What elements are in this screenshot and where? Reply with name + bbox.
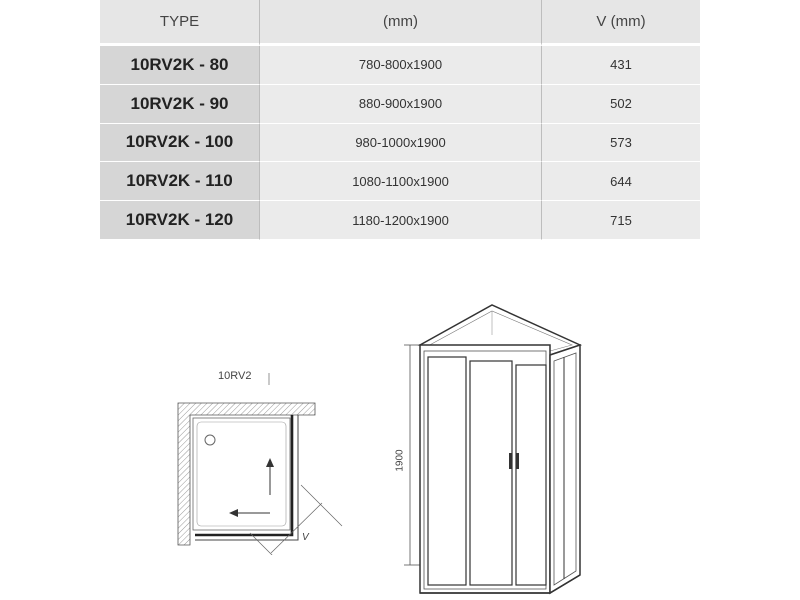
row-4-v: 644 <box>542 162 700 201</box>
row-3-dimensions: 980-1000x1900 <box>260 124 542 163</box>
row-4-dimensions: 1080-1100x1900 <box>260 162 542 201</box>
shower-enclosure-drawing <box>380 295 590 595</box>
row-5-type: 10RV2K - 120 <box>100 201 260 240</box>
plan-view-drawing <box>170 355 345 555</box>
row-3-v: 573 <box>542 124 700 163</box>
row-1-dimensions: 780-800x1900 <box>260 46 542 85</box>
row-2-type: 10RV2K - 90 <box>100 85 260 124</box>
row-3-type: 10RV2K - 100 <box>100 124 260 163</box>
row-5-v: 715 <box>542 201 700 240</box>
row-4-type: 10RV2K - 110 <box>100 162 260 201</box>
spec-table <box>100 0 700 240</box>
row-2-v: 502 <box>542 85 700 124</box>
v-dimension-label: V <box>302 532 309 543</box>
plan-label: 10RV2 <box>218 370 252 382</box>
row-5-dimensions: 1180-1200x1900 <box>260 201 542 240</box>
row-1-type: 10RV2K - 80 <box>100 46 260 85</box>
header-dimensions: (mm) <box>260 0 542 46</box>
row-2-dimensions: 880-900x1900 <box>260 85 542 124</box>
row-1-v: 431 <box>542 46 700 85</box>
header-v: V (mm) <box>542 0 700 46</box>
header-type: TYPE <box>100 0 260 46</box>
height-dimension-label: 1900 <box>394 449 406 472</box>
